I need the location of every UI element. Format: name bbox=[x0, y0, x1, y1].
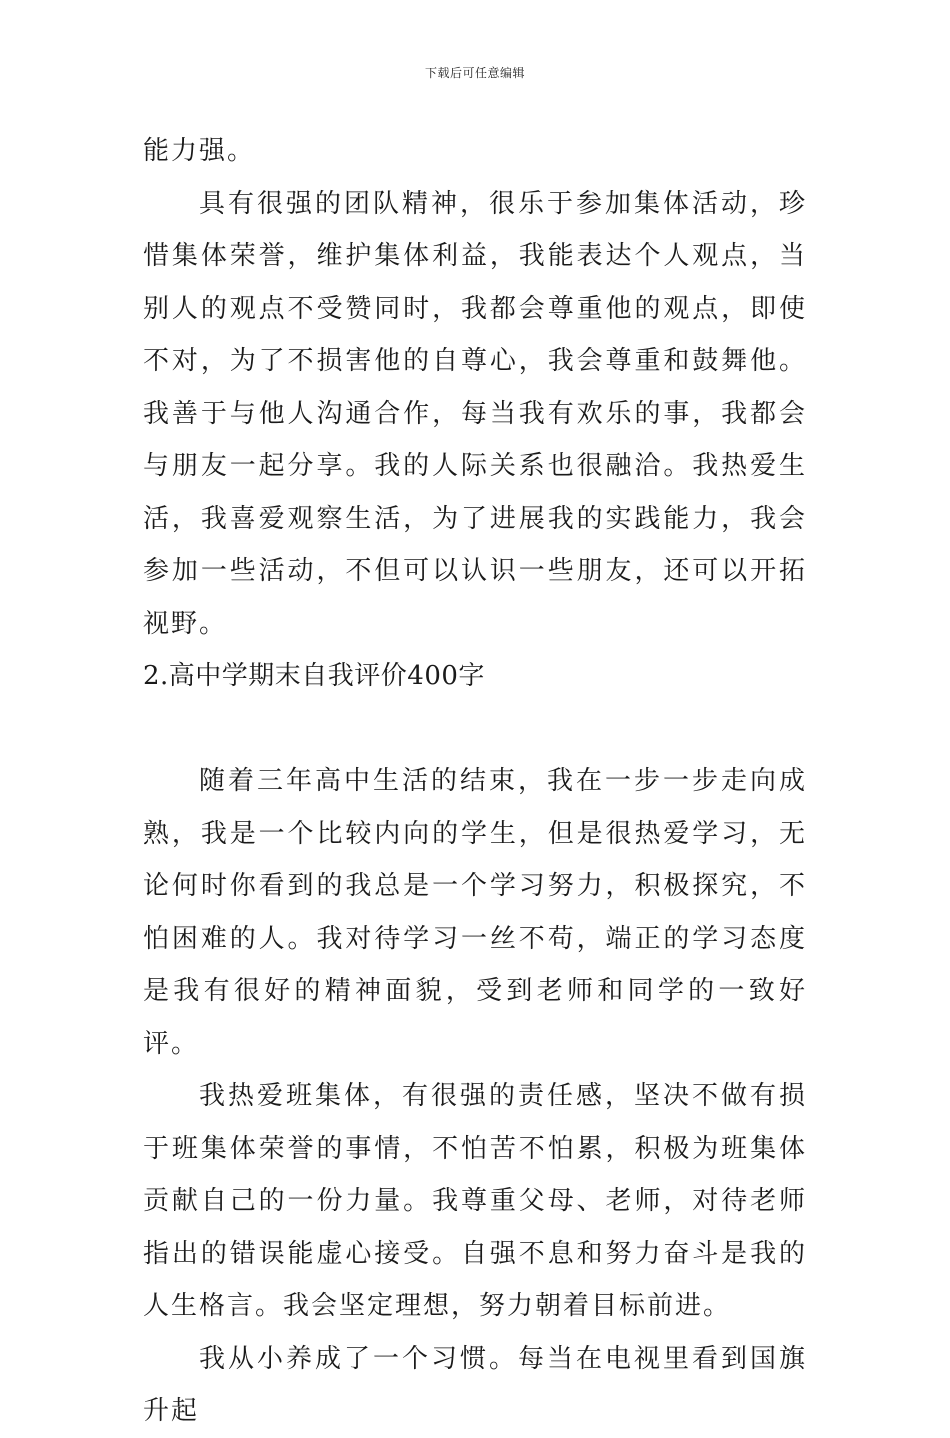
blank-line bbox=[143, 703, 807, 756]
paragraph-study: 随着三年高中生活的结束，我在一步一步走向成熟，我是一个比较内向的学生，但是很热爱学习，无论何时你看到的我总是一个学习努力，积极探究，不怕困难的人。我对待学习一丝不苟，端正的学习态度是我有很好的精神面貌，受到老师和同学的一致好评。 bbox=[143, 766, 807, 1059]
paragraph-continuation: 能力强。 bbox=[143, 136, 256, 166]
paragraph-team-spirit: 具有很强的团队精神，很乐于参加集体活动，珍惜集体荣誉，维护集体利益，我能表达个人观点，当别人的观点不受赞同时，我都会尊重他的观点，即使不对，为了不损害他的自尊心，我会尊重和鼓舞他。我善于与他人沟通合作，每当我有欢乐的事，我都会与朋友一起分享。我的人际关系也很融洽。我热爱生活，我喜爱观察生活，为了进展我的实践能力，我会参加一些活动，不但可以认识一些朋友，还可以开拓视野。 bbox=[143, 188, 807, 639]
page-header: 下载后可任意编辑 bbox=[424, 66, 525, 80]
document-body bbox=[143, 125, 807, 1438]
section-heading: 2.高中学期末自我评价400字 bbox=[143, 661, 485, 691]
paragraph-habit: 我从小养成了一个习惯。每当在电视里看到国旗升起 bbox=[143, 1343, 807, 1426]
paragraph-class: 我热爱班集体，有很强的责任感，坚决不做有损于班集体荣誉的事情，不怕苦不怕累，积极为班集体贡献自己的一份力量。我尊重父母、老师，对待老师指出的错误能虚心接受。自强不息和努力奋斗是我的人生格言。我会坚定理想，努力朝着目标前进。 bbox=[143, 1081, 807, 1321]
